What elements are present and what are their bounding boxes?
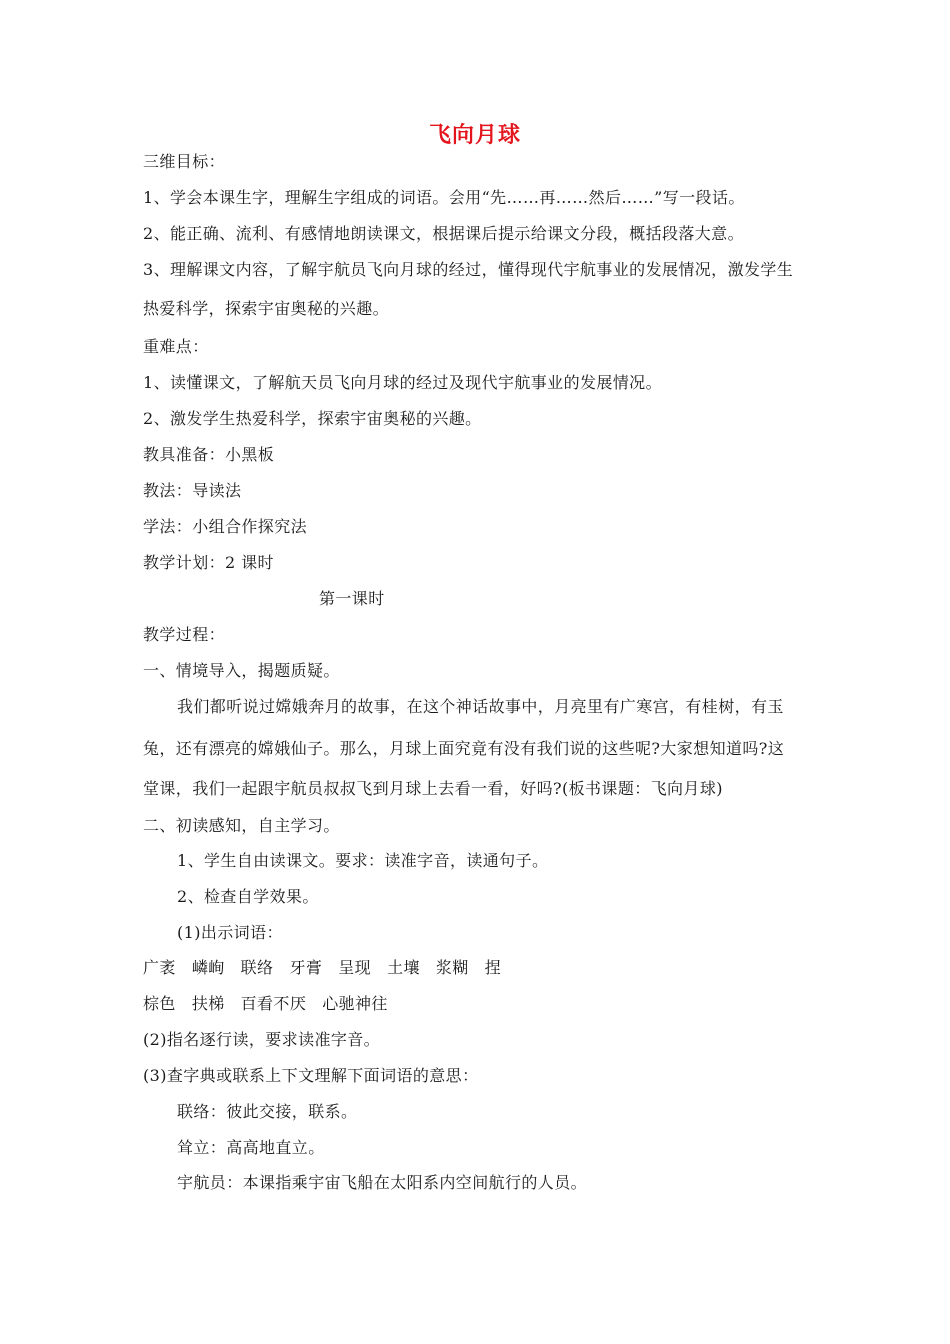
- document-title: 飞向月球: [428, 123, 521, 148]
- definition-3: 宇航员：本课指乘宇宙飞船在太阳系内空间航行的人员。: [177, 1173, 588, 1192]
- vocab-row-2: [143, 993, 404, 1015]
- vocab-word: 扶梯: [191, 994, 225, 1013]
- teaching-tools: 教具准备：小黑板: [143, 445, 275, 464]
- vocab-word: 土壤: [387, 958, 420, 977]
- step-2-item-1: 1、学生自由读课文。要求：读准字音，读通句子。: [177, 851, 549, 870]
- definition-1: 联络：彼此交接，联系。: [177, 1102, 358, 1121]
- key-points-heading: 重难点：: [143, 337, 209, 356]
- step-2-sub-1: (1)出示词语：: [177, 923, 283, 942]
- definition-2: 耸立：高高地直立。: [177, 1138, 325, 1157]
- vocab-word: 心驰神往: [322, 994, 388, 1013]
- teaching-method: 教法：导读法: [143, 481, 242, 500]
- vocab-word: 捏: [484, 958, 502, 977]
- step-2-item-2: 2、检查自学效果。: [177, 887, 319, 906]
- step-1-heading: 一、情境导入，揭题质疑。: [143, 661, 340, 680]
- goal-3-line-1: 3、理解课文内容，了解宇航员飞向月球的经过，懂得现代宇航事业的发展情况，激发学生: [143, 260, 794, 279]
- step-2-sub-3: (3)查字典或联系上下文理解下面词语的意思：: [143, 1066, 479, 1085]
- paragraph-1-line-1: 我们都听说过嫦娥奔月的故事，在这个神话故事中，月亮里有广寒宫，有桂树，有玉: [177, 697, 784, 716]
- vocab-word: 广袤: [143, 958, 176, 977]
- vocab-word: 嶙峋: [191, 958, 225, 977]
- paragraph-1-line-3: 堂课，我们一起跟宇航员叔叔飞到月球上去看一看，好吗?(板书课题：飞向月球): [143, 779, 723, 798]
- goal-1: 1、学会本课生字，理解生字组成的词语。会用“先……再……然后……”写一段话。: [143, 188, 745, 207]
- vocab-word: 呈现: [338, 958, 372, 977]
- step-2-sub-2: (2)指名逐行读，要求读准字音。: [143, 1030, 381, 1049]
- vocab-row-1: [143, 957, 517, 979]
- process-heading: 教学过程：: [143, 625, 226, 644]
- vocab-word: 联络: [240, 958, 274, 977]
- vocab-word: 百看不厌: [240, 994, 307, 1013]
- goal-3-line-2: 热爱科学，探索宇宙奥秘的兴趣。: [143, 299, 390, 318]
- key-point-2: 2、激发学生热爱科学，探索宇宙奥秘的兴趣。: [143, 409, 482, 428]
- key-point-1: 1、读懂课文，了解航天员飞向月球的经过及现代宇航事业的发展情况。: [143, 373, 662, 392]
- learning-method: 学法：小组合作探究法: [143, 517, 308, 536]
- vocab-word: 浆糊: [435, 958, 469, 977]
- vocab-word: 牙膏: [289, 958, 323, 977]
- step-2-heading: 二、初读感知，自主学习。: [143, 816, 340, 835]
- lesson-1-heading: 第一课时: [319, 589, 385, 608]
- teaching-plan: 教学计划：2 课时: [143, 553, 274, 572]
- goals-heading: 三维目标：: [143, 152, 226, 171]
- vocab-word: 棕色: [143, 994, 176, 1013]
- goal-2: 2、能正确、流利、有感情地朗读课文，根据课后提示给课文分段，概括段落大意。: [143, 224, 744, 243]
- paragraph-1-line-2: 兔，还有漂亮的嫦娥仙子。那么，月球上面究竟有没有我们说的这些呢?大家想知道吗?这: [143, 739, 785, 758]
